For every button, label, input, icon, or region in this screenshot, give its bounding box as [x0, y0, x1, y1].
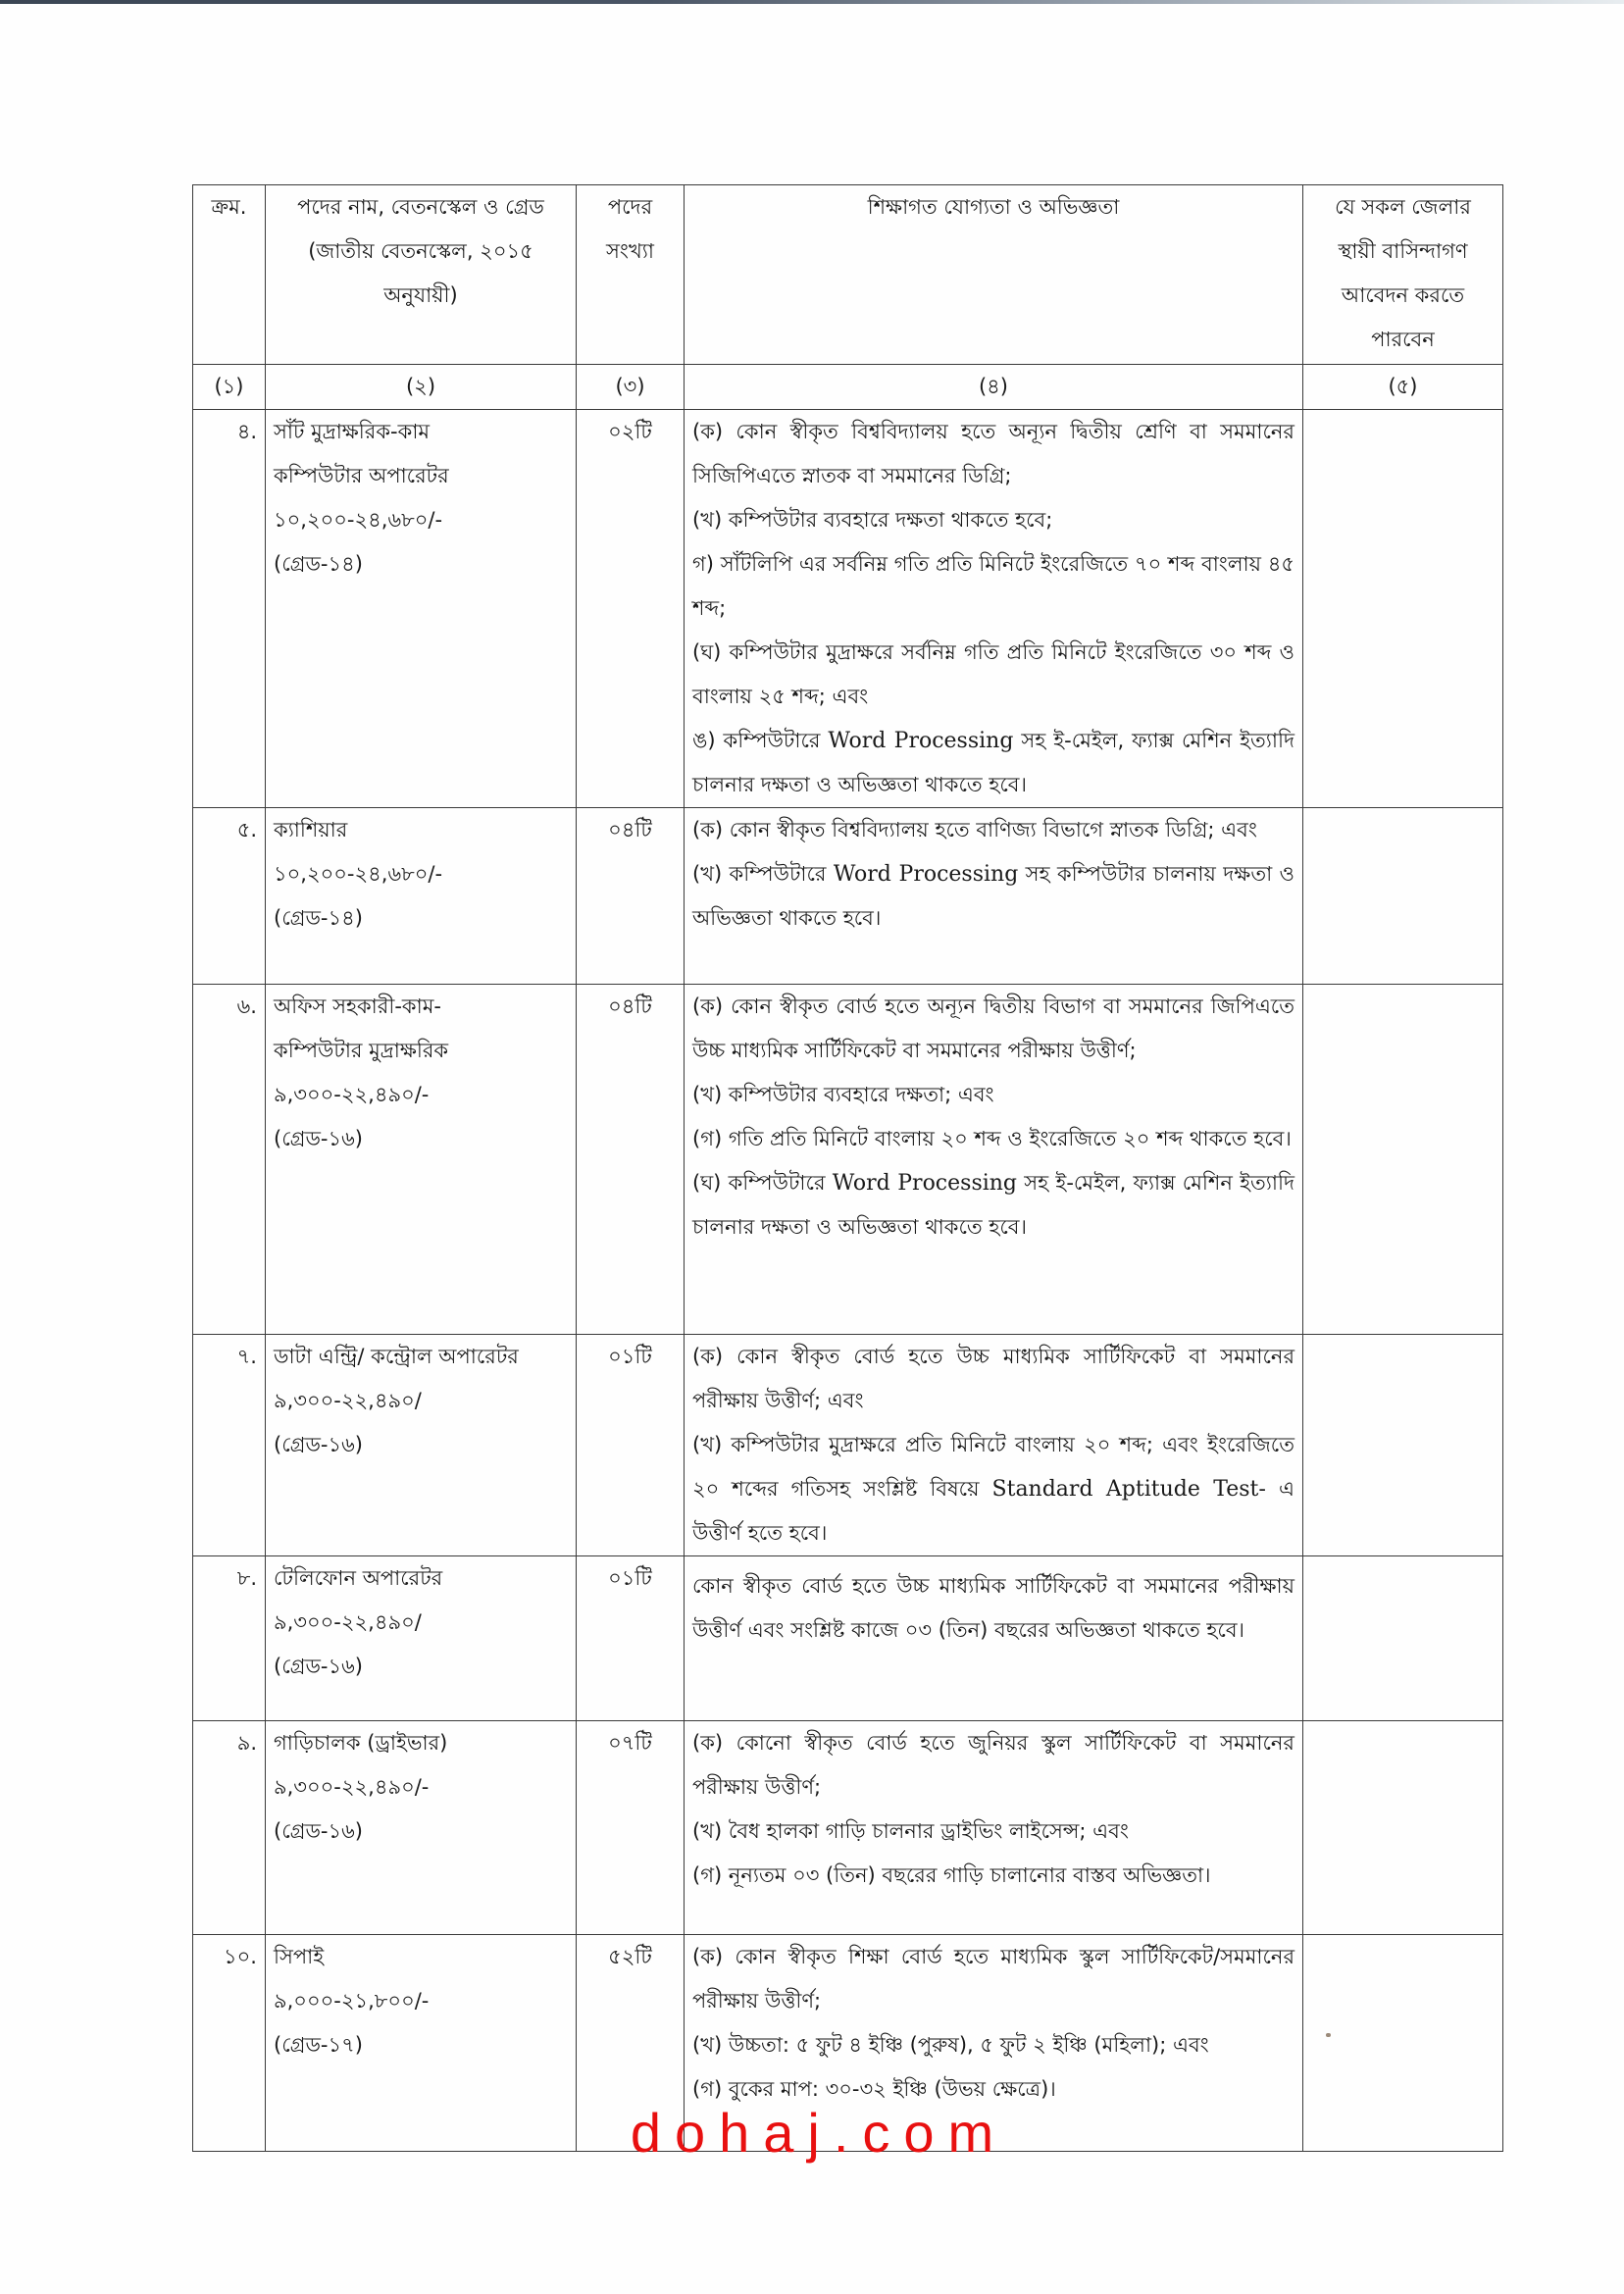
table-row [193, 808, 1503, 985]
districts-cell [1303, 410, 1503, 808]
header-post-line: অনুযায়ী) [383, 283, 458, 307]
header-districts-line: যে সকল জেলার [1335, 195, 1471, 219]
post-cell [266, 410, 577, 808]
column-number: (২) [266, 365, 577, 410]
column-number: (৩) [577, 365, 685, 410]
post-line: গাড়িচালক (ড্রাইভার) [274, 1731, 448, 1755]
count-cell: ০৪টি [577, 808, 685, 985]
requirements-cell [685, 1556, 1303, 1721]
header-districts-line: পারবেন [1371, 328, 1435, 351]
post-line: (গ্রেড-১৬) [274, 1819, 363, 1843]
post-line: সিপাই [274, 1945, 325, 1968]
count-cell: ০১টি [577, 1335, 685, 1556]
count-cell: ০২টি [577, 410, 685, 808]
latin-term: Standard Aptitude Test [991, 1477, 1259, 1502]
watermark: dohaj.com [630, 2102, 1008, 2164]
post-line: ১০,২০০-২৪,৬৮০/- [274, 862, 443, 886]
latin-term: Word Processing [832, 1171, 1018, 1196]
count-cell: ০৪টি [577, 985, 685, 1335]
post-cell [266, 1721, 577, 1935]
requirement-item: ঙ) কম্পিউটারে Word Processing সহ ই-মেইল, ফ্যাক্স মেশিন ইত্যাদি চালনার দক্ষতা ও অভিজ্ঞতা থাকতে হবে। [692, 729, 1295, 796]
header-serial: ক্রম. [193, 185, 266, 365]
post-line: ৯,৩০০-২২,৪৯০/ [274, 1389, 422, 1412]
requirement-item: (গ) নূন্যতম ০৩ (তিন) বছরের গাড়ি চালানোর বাস্তব অভিজ্ঞতা। [692, 1863, 1211, 1887]
header-districts [1303, 185, 1503, 365]
header-post-line: (জাতীয় বেতনস্কেল, ২০১৫ [308, 239, 533, 263]
post-line: টেলিফোন অপারেটর [274, 1566, 443, 1590]
header-count-line: পদের [607, 195, 653, 219]
post-line: (গ্রেড-১৭) [274, 2033, 363, 2057]
latin-term: Word Processing [833, 862, 1019, 887]
post-line: সাঁট মুদ্রাক্ষরিক-কাম [274, 420, 431, 443]
requirement-item: (খ) কম্পিউটার মুদ্রাক্ষরে প্রতি মিনিটে বাংলায় ২০ শব্দ; এবং ইংরেজিতে ২০ শব্দের গতিসহ সংশ্লিষ্ট বিষয়ে Standard Aptitude Test- এ উত্তীর্ণ হতে হবে। [692, 1433, 1294, 1545]
post-line: ৯,০০০-২১,৮০০/- [274, 1989, 430, 2013]
count-cell: ৫২টি [577, 1935, 685, 2152]
post-cell [266, 1335, 577, 1556]
requirement-item: (ক) কোন স্বীকৃত বিশ্ববিদ্যালয় হতে বাণিজ্য বিভাগে স্নাতক ডিগ্রি; এবং [692, 818, 1257, 841]
scan-speck [1326, 2033, 1331, 2037]
scan-top-edge [0, 0, 1624, 4]
post-line: ৯,৩০০-২২,৪৯০/- [274, 1083, 430, 1106]
requirement-item: (খ) কম্পিউটার ব্যবহারে দক্ষতা; এবং [692, 1083, 994, 1106]
requirement-item: কোন স্বীকৃত বোর্ড হতে উচ্চ মাধ্যমিক সার্টিফিকেট বা সমমানের পরীক্ষায় উত্তীর্ণ এবং সংশ্লিষ্ট কাজে ০৩ (তিন) বছরের অভিজ্ঞতা থাকতে হবে। [692, 1574, 1294, 1642]
requirement-item: (খ) উচ্চতা: ৫ ফুট ৪ ইঞ্চি (পুরুষ), ৫ ফুট ২ ইঞ্চি (মহিলা); এবং [692, 2033, 1209, 2057]
post-line: কম্পিউটার অপারেটর [274, 464, 449, 487]
districts-cell [1303, 1721, 1503, 1935]
header-post [266, 185, 577, 365]
serial-cell: ১০. [193, 1935, 266, 2152]
latin-term: Word Processing [828, 729, 1014, 753]
header-count-line: সংখ্যা [606, 239, 654, 263]
serial-cell: ৭. [193, 1335, 266, 1556]
requirement-item: (ঘ) কম্পিউটার মুদ্রাক্ষরে সর্বনিম্ন গতি প্রতি মিনিটে ইংরেজিতে ৩০ শব্দ ও বাংলায় ২৫ শব্দ; এবং [692, 640, 1294, 708]
requirements-cell [685, 1721, 1303, 1935]
requirement-item: (খ) কম্পিউটারে Word Processing সহ কম্পিউটার চালনায় দক্ষতা ও অভিজ্ঞতা থাকতে হবে। [692, 862, 1294, 930]
header-row [193, 185, 1503, 365]
column-number-row [193, 365, 1503, 410]
requirements-cell [685, 410, 1303, 808]
post-line: ডাটা এন্ট্রি/ কন্ট্রোল অপারেটর [274, 1345, 519, 1368]
post-line: ৯,৩০০-২২,৪৯০/ [274, 1610, 422, 1634]
column-number: (৫) [1303, 365, 1503, 410]
requirement-item: (গ) বুকের মাপ: ৩০-৩২ ইঞ্চি (উভয় ক্ষেত্রে)। [692, 2077, 1056, 2101]
post-line: (গ্রেড-১৬) [274, 1655, 363, 1678]
post-line: কম্পিউটার মুদ্রাক্ষরিক [274, 1039, 449, 1062]
requirement-item: (ক) কোন স্বীকৃত শিক্ষা বোর্ড হতে মাধ্যমিক স্কুল সার্টিফিকেট/সমমানের পরীক্ষায় উত্তীর্ণ; [692, 1945, 1294, 2013]
districts-cell [1303, 1935, 1503, 2152]
table-row [193, 1556, 1503, 1721]
post-line: (গ্রেড-১৪) [274, 552, 363, 576]
table-row [193, 1335, 1503, 1556]
header-count [577, 185, 685, 365]
districts-cell [1303, 808, 1503, 985]
post-line: ১০,২০০-২৪,৬৮০/- [274, 508, 443, 532]
column-number: (৪) [685, 365, 1303, 410]
requirement-item: (গ) গতি প্রতি মিনিটে বাংলায় ২০ শব্দ ও ইংরেজিতে ২০ শব্দ থাকতে হবে। [692, 1127, 1292, 1150]
post-line: (গ্রেড-১৬) [274, 1127, 363, 1150]
requirement-item: (ক) কোন স্বীকৃত বোর্ড হতে অন্যূন দ্বিতীয় বিভাগ বা সমমানের জিপিএতে উচ্চ মাধ্যমিক সার্টিফিকেট বা সমমানের পরীক্ষায় উত্তীর্ণ; [692, 994, 1294, 1062]
header-districts-line: আবেদন করতে [1341, 283, 1465, 307]
count-cell: ০৭টি [577, 1721, 685, 1935]
serial-cell: ৫. [193, 808, 266, 985]
post-line: (গ্রেড-১৬) [274, 1433, 363, 1456]
serial-cell: ৬. [193, 985, 266, 1335]
header-districts-line: স্থায়ী বাসিন্দাগণ [1338, 239, 1468, 263]
post-cell [266, 808, 577, 985]
districts-cell [1303, 1335, 1503, 1556]
requirement-item: (খ) কম্পিউটার ব্যবহারে দক্ষতা থাকতে হবে; [692, 508, 1053, 532]
districts-cell [1303, 985, 1503, 1335]
post-line: অফিস সহকারী-কাম- [274, 994, 441, 1018]
requirement-item: গ) সাঁটলিপি এর সর্বনিম্ন গতি প্রতি মিনিটে ইংরেজিতে ৭০ শব্দ বাংলায় ৪৫ শব্দ; [692, 552, 1294, 620]
post-line: (গ্রেড-১৪) [274, 906, 363, 930]
header-qualification: শিক্ষাগত যোগ্যতা ও অভিজ্ঞতা [685, 185, 1303, 365]
requirement-item: (ঘ) কম্পিউটারে Word Processing সহ ই-মেইল, ফ্যাক্স মেশিন ইত্যাদি চালনার দক্ষতা ও অভিজ্ঞতা থাকতে হবে। [692, 1171, 1295, 1239]
requirement-item: (ক) কোনো স্বীকৃত বোর্ড হতে জুনিয়র স্কুল সার্টিফিকেট বা সমমানের পরীক্ষায় উত্তীর্ণ; [692, 1731, 1294, 1799]
post-cell [266, 1556, 577, 1721]
post-line: ক্যাশিয়ার [274, 818, 348, 841]
column-number: (১) [193, 365, 266, 410]
table-row [193, 985, 1503, 1335]
requirement-item: (খ) বৈধ হালকা গাড়ি চালনার ড্রাইভিং লাইসেন্স; এবং [692, 1819, 1129, 1843]
serial-cell: ৮. [193, 1556, 266, 1721]
post-cell [266, 985, 577, 1335]
post-cell [266, 1935, 577, 2152]
header-post-line: পদের নাম, বেতনস্কেল ও গ্রেড [297, 195, 544, 219]
requirement-item: (ক) কোন স্বীকৃত বিশ্ববিদ্যালয় হতে অন্যূন দ্বিতীয় শ্রেণি বা সমমানের সিজিপিএতে স্নাতক বা সমমানের ডিগ্রি; [692, 420, 1294, 487]
vacancy-table [192, 184, 1503, 2152]
count-cell: ০১টি [577, 1556, 685, 1721]
post-line: ৯,৩০০-২২,৪৯০/- [274, 1775, 430, 1799]
requirements-cell [685, 808, 1303, 985]
serial-cell: ৯. [193, 1721, 266, 1935]
table-body [193, 410, 1503, 2152]
requirements-cell [685, 985, 1303, 1335]
table-row [193, 1721, 1503, 1935]
table-row [193, 410, 1503, 808]
districts-cell [1303, 1556, 1503, 1721]
requirement-item: (ক) কোন স্বীকৃত বোর্ড হতে উচ্চ মাধ্যমিক সার্টিফিকেট বা সমমানের পরীক্ষায় উত্তীর্ণ; এবং [692, 1345, 1294, 1412]
serial-cell: ৪. [193, 410, 266, 808]
requirements-cell [685, 1335, 1303, 1556]
